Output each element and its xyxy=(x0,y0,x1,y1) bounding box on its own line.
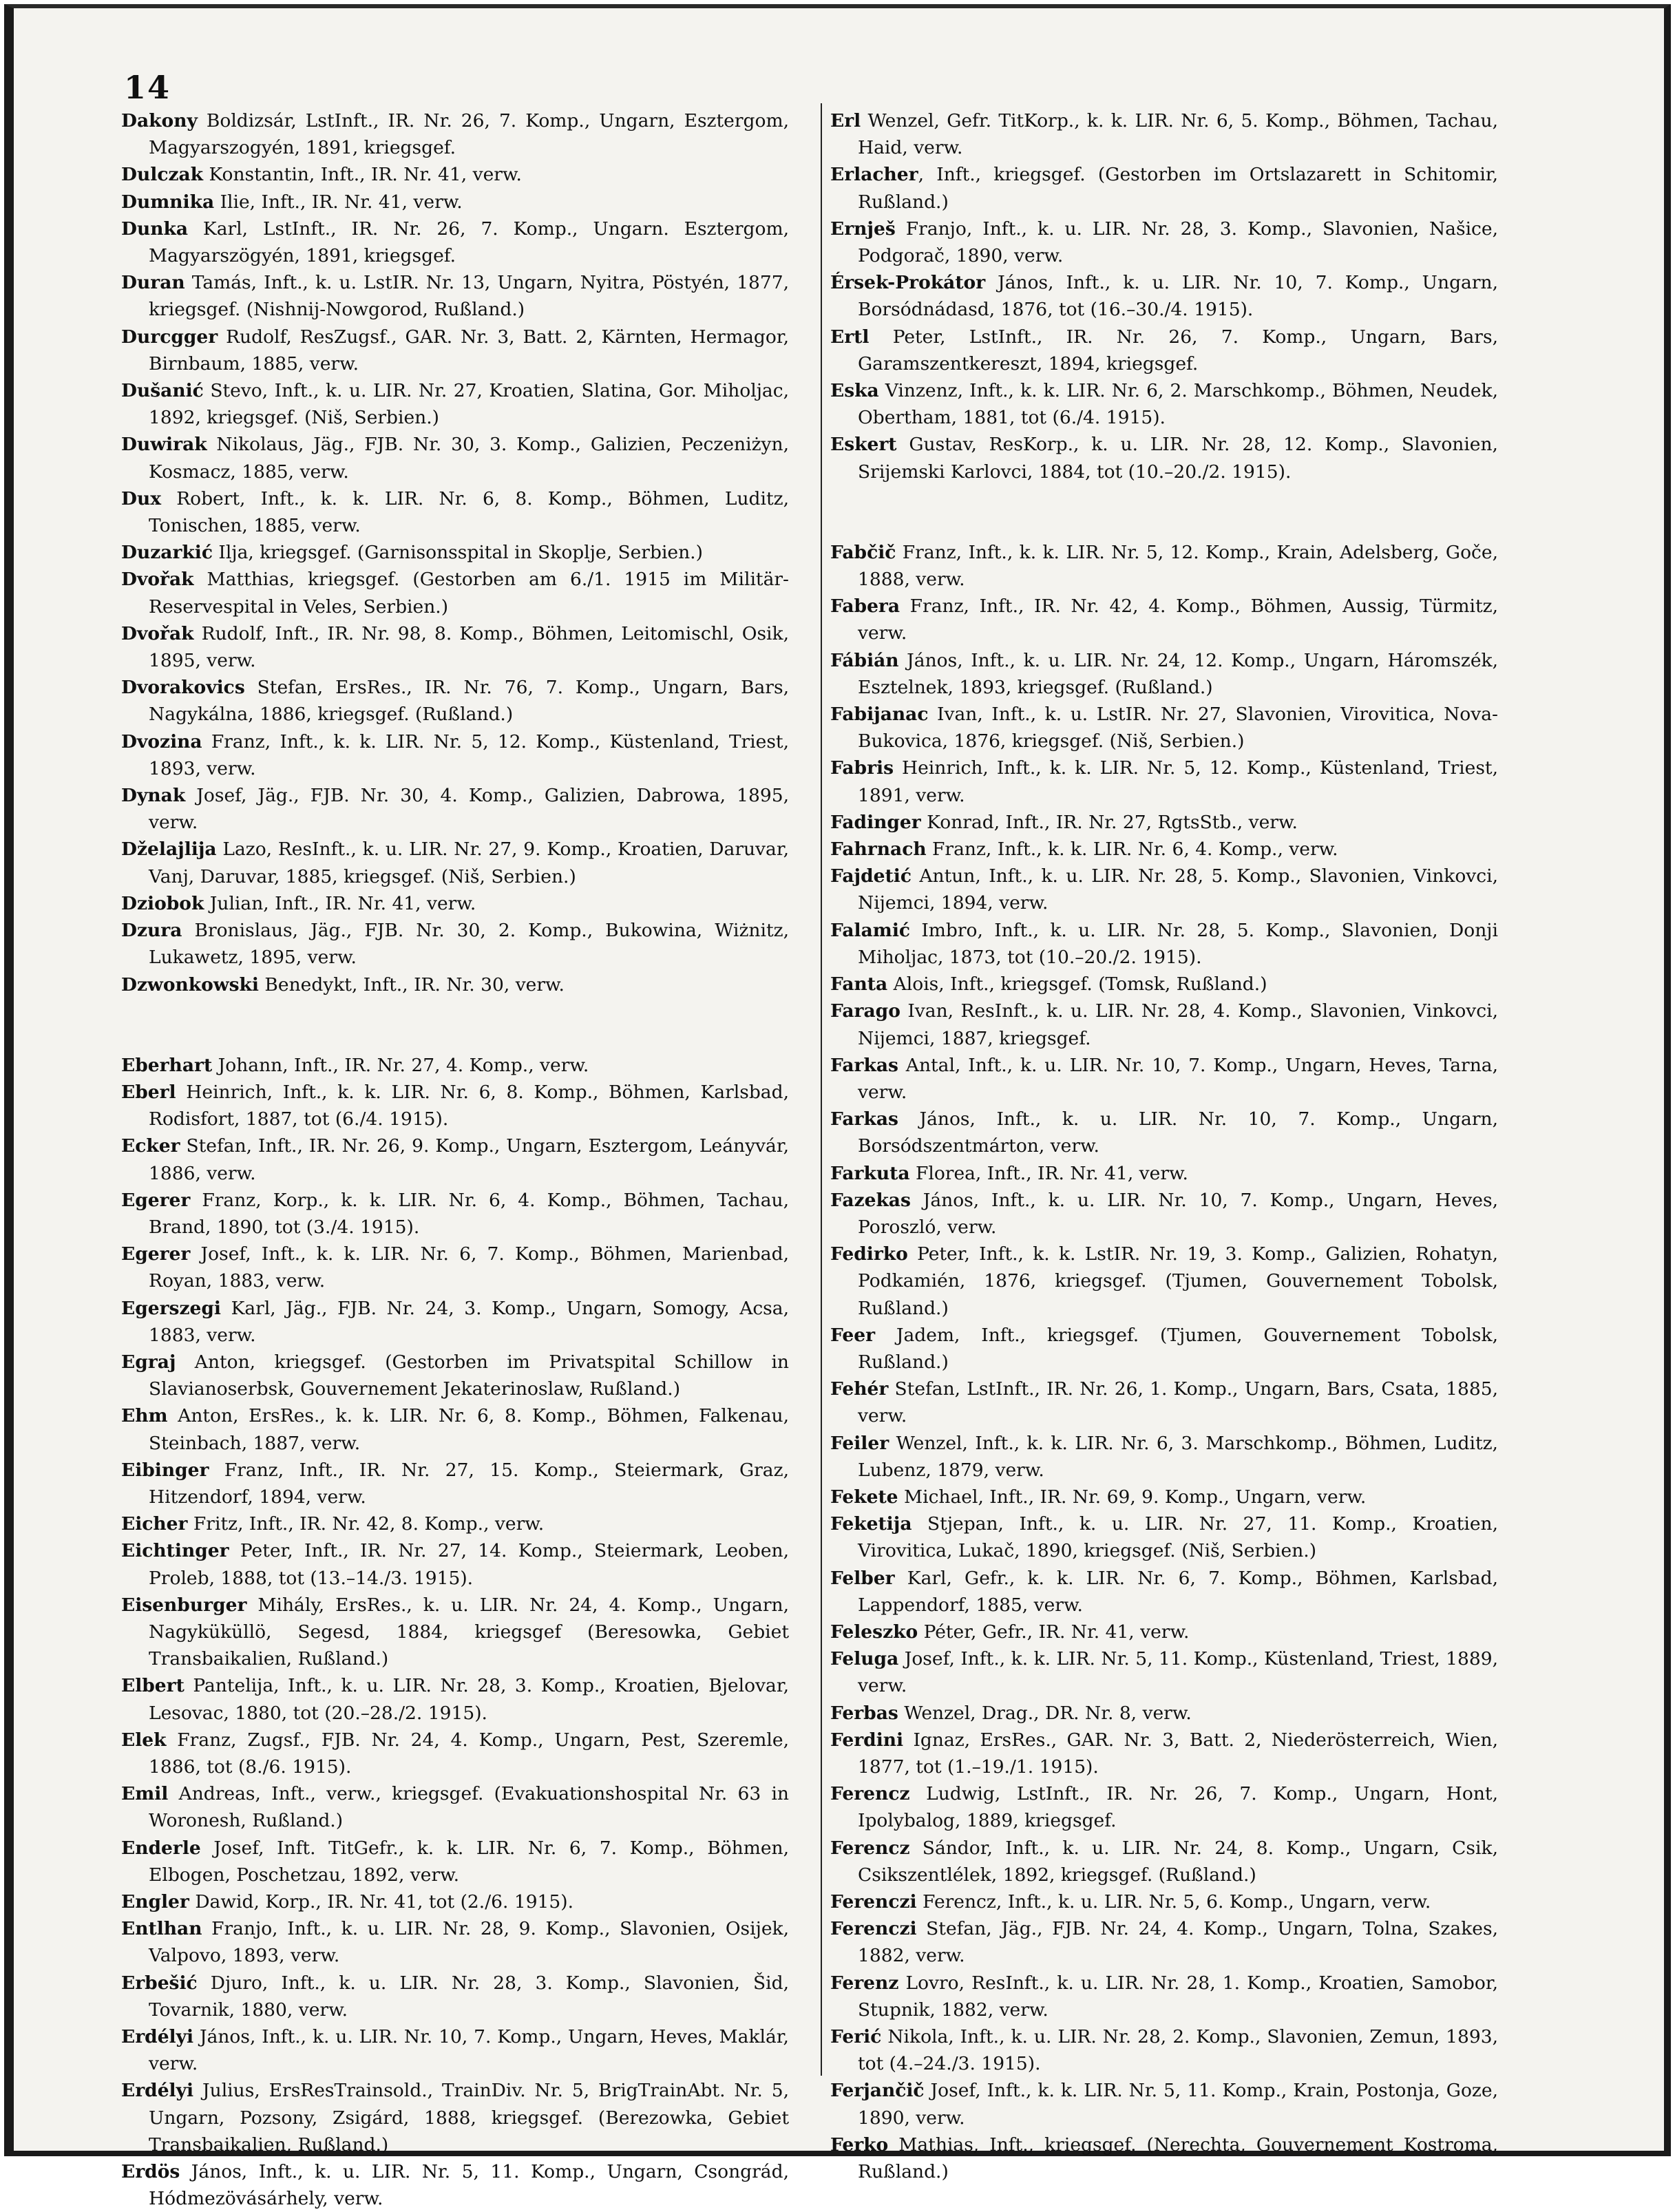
register-entry xyxy=(830,1510,1498,1564)
register-entry xyxy=(121,566,789,620)
entry-surname: Durcgger xyxy=(121,326,218,348)
entry-details: Stjepan, Inft., k. u. LIR. Nr. 27, 11. Komp., Kroatien, Virovitica, Lukač, 1890, kriegsgef. (Niš, Serbien.) xyxy=(858,1513,1498,1562)
entry-details: Stefan, Jäg., FJB. Nr. 24, 4. Komp., Ungarn, Tolna, Szakes, 1882, verw. xyxy=(858,1918,1498,1967)
register-entry xyxy=(830,1430,1498,1484)
entry-surname: Falamić xyxy=(830,919,911,941)
register-entry xyxy=(121,269,789,323)
register-entry xyxy=(830,1052,1498,1106)
entry-details: Dawid, Korp., IR. Nr. 41, tot (2./6. 1915). xyxy=(189,1891,574,1913)
register-entry xyxy=(121,485,789,539)
entry-details: János, Inft., k. u. LIR. Nr. 10, 7. Komp., Ungarn, Borsódszentmárton, verw. xyxy=(858,1108,1498,1157)
entry-surname: Fabris xyxy=(830,757,894,779)
entry-surname: Dux xyxy=(121,487,162,509)
entry-surname: Farkuta xyxy=(830,1162,910,1184)
register-entry xyxy=(830,593,1498,646)
entry-surname: Érsek-Prokátor xyxy=(830,272,986,294)
entry-surname: Feleszko xyxy=(830,1621,918,1643)
register-entry xyxy=(830,701,1498,755)
register-entry xyxy=(830,1888,1498,1915)
entry-details: Pantelija, Inft., k. u. LIR. Nr. 28, 3. Komp., Kroatien, Bjelovar, Lesovac, 1880, tot (20.–28./2. 1915). xyxy=(149,1675,789,1724)
entry-details: Josef, Inft., k. k. LIR. Nr. 5, 11. Komp., Küstenland, Triest, 1889, verw. xyxy=(858,1648,1498,1697)
register-entry xyxy=(121,1888,789,1915)
entry-surname: Fábián xyxy=(830,649,899,671)
register-entry xyxy=(830,836,1498,863)
column-divider xyxy=(821,103,822,2076)
entry-surname: Feluga xyxy=(830,1648,899,1670)
entry-surname: Dvořak xyxy=(121,622,194,644)
entry-surname: Ferenz xyxy=(830,1972,899,1994)
entry-surname: Egerszegi xyxy=(121,1297,221,1319)
register-entry xyxy=(830,1322,1498,1376)
entry-surname: Fabčič xyxy=(830,541,896,563)
entry-surname: Ernješ xyxy=(830,218,896,240)
entry-details: Benedykt, Inft., IR. Nr. 30, verw. xyxy=(258,973,565,996)
register-entry xyxy=(830,269,1498,323)
entry-surname: Ertl xyxy=(830,326,870,348)
register-entry xyxy=(121,161,789,188)
register-entry xyxy=(121,674,789,728)
entry-details: Matthias, kriegsgef. (Gestorben am 6./1. 1915 im Militär-Reservespital in Veles, Serbien.) xyxy=(149,569,789,618)
entry-surname: Ferenczi xyxy=(830,1918,917,1940)
entry-details: Karl, LstInft., IR. Nr. 26, 7. Komp., Ungarn. Esztergom, Magyarszögyén, 1891, kriegsgef. xyxy=(149,218,789,267)
entry-details: Lovro, ResInft., k. u. LIR. Nr. 28, 1. Komp., Kroatien, Samobor, Stupnik, 1882, verw. xyxy=(858,1972,1498,2021)
entry-surname: Erlacher xyxy=(830,164,918,186)
register-entry xyxy=(121,971,789,998)
register-entry xyxy=(830,2077,1498,2131)
entry-details: János, Inft., k. u. LIR. Nr. 5, 11. Komp., Ungarn, Csongrád, Hódmezövásárhely, verw. xyxy=(149,2161,789,2210)
entry-details: Florea, Inft., IR. Nr. 41, verw. xyxy=(909,1162,1188,1184)
entry-surname: Eskert xyxy=(830,434,897,456)
entry-surname: Egraj xyxy=(121,1351,176,1373)
register-entry xyxy=(121,1079,789,1133)
entry-details: János, Inft., k. u. LIR. Nr. 24, 12. Komp., Ungarn, Háromszék, Esztelnek, 1893, kriegsgef. (Rußland.) xyxy=(858,649,1498,698)
register-entry xyxy=(830,1187,1498,1241)
register-entry xyxy=(121,890,789,917)
entry-details: Konstantin, Inft., IR. Nr. 41, verw. xyxy=(203,164,522,186)
entry-details: Mihály, ErsRes., k. u. LIR. Nr. 24, 4. Komp., Ungarn, Nagyküküllö, Segesd, 1884, kriegsgef (Beresowka, Gebiet Transbaikalien, Rußland.) xyxy=(149,1594,789,1670)
entry-surname: Fanta xyxy=(830,973,888,996)
entry-details: Mathias, Inft., kriegsgef. (Nerechta, Gouvernement Kostroma, Rußland.) xyxy=(858,2134,1498,2183)
entry-surname: Fehér xyxy=(830,1378,889,1400)
register-entry xyxy=(830,1727,1498,1780)
entry-details: Konrad, Inft., IR. Nr. 27, RgtsStb., verw. xyxy=(920,811,1298,833)
entry-surname: Egerer xyxy=(121,1189,191,1211)
entry-details: Heinrich, Inft., k. k. LIR. Nr. 6, 8. Komp., Böhmen, Karlsbad, Rodisfort, 1887, tot (6./4. 1915). xyxy=(149,1081,789,1130)
register-entry xyxy=(121,1510,789,1537)
entry-details: Wenzel, Gefr. TitKorp., k. k. LIR. Nr. 6, 5. Komp., Böhmen, Tachau, Haid, verw. xyxy=(858,110,1498,159)
register-entry xyxy=(121,620,789,674)
register-entry xyxy=(121,1835,789,1888)
entry-surname: Engler xyxy=(121,1891,189,1913)
entry-surname: Dušanić xyxy=(121,380,204,402)
entry-details: Karl, Gefr., k. k. LIR. Nr. 6, 7. Komp., Böhmen, Karlsbad, Lappendorf, 1885, verw. xyxy=(858,1567,1498,1616)
entry-surname: Dzura xyxy=(121,920,182,942)
entry-surname: Dziobok xyxy=(121,892,204,914)
entry-surname: Duwirak xyxy=(121,434,207,456)
register-entry xyxy=(121,1457,789,1510)
register-entry xyxy=(830,998,1498,1051)
entry-surname: Duran xyxy=(121,272,185,294)
page-number: 14 xyxy=(124,69,171,106)
register-entry xyxy=(830,647,1498,701)
register-entry xyxy=(121,1349,789,1402)
register-entry xyxy=(121,1592,789,1673)
entry-details: Lazo, ResInft., k. u. LIR. Nr. 27, 9. Komp., Kroatien, Daruvar, Vanj, Daruvar, 1885, kriegsgef. (Niš, Serbien.) xyxy=(149,839,789,887)
register-entry xyxy=(121,2158,789,2212)
entry-details: Boldizsár, LstInft., IR. Nr. 26, 7. Komp., Ungarn, Esztergom, Magyarszogyén, 1891, kriegsgef. xyxy=(149,110,789,159)
entry-surname: Dumnika xyxy=(121,191,215,213)
register-entry xyxy=(830,809,1498,836)
register-entry xyxy=(830,324,1498,377)
register-entry xyxy=(830,215,1498,269)
entry-surname: Ecker xyxy=(121,1135,180,1157)
entry-surname: Fahrnach xyxy=(830,839,927,861)
left-column xyxy=(121,107,789,2212)
entry-details: János, Inft., k. u. LIR. Nr. 10, 7. Komp., Ungarn, Heves, Poroszló, verw. xyxy=(858,1189,1498,1238)
entry-surname: Dunka xyxy=(121,218,189,240)
entry-details: Nikola, Inft., k. u. LIR. Nr. 28, 2. Komp., Slavonien, Zemun, 1893, tot (4.–24./3. 1915). xyxy=(858,2026,1498,2075)
entry-surname: Ferdini xyxy=(830,1729,904,1751)
register-entry xyxy=(121,728,789,782)
entry-details: Robert, Inft., k. k. LIR. Nr. 6, 8. Komp., Böhmen, Luditz, Tonischen, 1885, verw. xyxy=(149,487,789,537)
entry-details: Peter, Inft., k. k. LstIR. Nr. 19, 3. Komp., Galizien, Rohatyn, Podkamién, 1876, kriegsgef. (Tjumen, Gouvernement Tobolsk, Rußland.) xyxy=(858,1243,1498,1319)
entry-details: Rudolf, ResZugsf., GAR. Nr. 3, Batt. 2, Kärnten, Hermagor, Birnbaum, 1885, verw. xyxy=(149,326,789,375)
entry-surname: Emil xyxy=(121,1783,169,1805)
register-entry xyxy=(121,1241,789,1294)
right-column xyxy=(830,107,1498,2185)
entry-surname: Farkas xyxy=(830,1054,898,1076)
register-entry xyxy=(830,917,1498,971)
entry-details: Bronislaus, Jäg., FJB. Nr. 30, 2. Komp., Bukowina, Wiżnitz, Lukawetz, 1895, verw. xyxy=(149,920,789,969)
entry-surname: Entlhan xyxy=(121,1918,202,1940)
entry-surname: Enderle xyxy=(121,1837,201,1859)
entry-details: Ludwig, LstInft., IR. Nr. 26, 7. Komp., Ungarn, Hont, Ipolybalog, 1889, kriegsgef. xyxy=(858,1783,1498,1832)
entry-surname: Dynak xyxy=(121,785,186,807)
register-entry xyxy=(121,539,789,566)
entry-details: Karl, Jäg., FJB. Nr. 24, 3. Komp., Ungarn, Somogy, Acsa, 1883, verw. xyxy=(149,1297,789,1346)
entry-surname: Dvořak xyxy=(121,569,194,591)
entry-details: Julian, Inft., IR. Nr. 41, verw. xyxy=(204,892,476,914)
entry-surname: Ferencz xyxy=(830,1783,910,1805)
entry-surname: Dvozina xyxy=(121,730,202,752)
register-entry xyxy=(830,161,1498,215)
entry-surname: Ferić xyxy=(830,2026,882,2048)
register-entry xyxy=(830,2023,1498,2077)
entry-surname: Fadinger xyxy=(830,811,921,833)
entry-surname: Dželajlija xyxy=(121,839,217,861)
entry-details: Gustav, ResKorp., k. u. LIR. Nr. 28, 12. Komp., Slavonien, Srijemski Karlovci, 1884, tot (10.–20./2. 1915). xyxy=(858,434,1498,483)
entry-surname: Fedirko xyxy=(830,1243,908,1265)
register-entry xyxy=(830,377,1498,431)
register-entry xyxy=(830,1241,1498,1322)
entry-surname: Fazekas xyxy=(830,1189,911,1211)
entry-surname: Feer xyxy=(830,1324,876,1346)
entry-details: Ferencz, Inft., k. u. LIR. Nr. 5, 6. Komp., Ungarn, verw. xyxy=(916,1891,1431,1913)
register-entry xyxy=(830,1106,1498,1159)
entry-details: Djuro, Inft., k. u. LIR. Nr. 28, 3. Komp., Slavonien, Šid, Tovarnik, 1880, verw. xyxy=(149,1972,789,2021)
register-entry xyxy=(830,107,1498,161)
register-entry xyxy=(121,107,789,161)
entry-details: Ivan, ResInft., k. u. LIR. Nr. 28, 4. Komp., Slavonien, Vinkovci, Nijemci, 1887, kriegsgef. xyxy=(858,1000,1498,1049)
entry-surname: Ferencz xyxy=(830,1837,910,1859)
register-entry xyxy=(830,1619,1498,1645)
entry-surname: Ferenczi xyxy=(830,1891,917,1913)
entry-details: Antun, Inft., k. u. LIR. Nr. 28, 5. Komp., Slavonien, Vinkovci, Nijemci, 1894, verw. xyxy=(858,865,1498,914)
entry-details: Tamás, Inft., k. u. LstIR. Nr. 13, Ungarn, Nyitra, Pöstyén, 1877, kriegsgef. (Nishnij-Nowgorod, Rußland.) xyxy=(149,272,789,321)
entry-surname: Erl xyxy=(830,110,861,131)
entry-surname: Dvorakovics xyxy=(121,677,245,699)
register-entry xyxy=(830,1915,1498,1969)
register-entry xyxy=(121,1727,789,1780)
entry-surname: Ehm xyxy=(121,1405,168,1427)
register-entry xyxy=(830,1780,1498,1834)
register-entry xyxy=(121,917,789,971)
register-entry xyxy=(121,2023,789,2077)
entry-details: Franz, Korp., k. k. LIR. Nr. 6, 4. Komp., Böhmen, Tachau, Brand, 1890, tot (3./4. 1915). xyxy=(149,1189,789,1238)
entry-details: Michael, Inft., IR. Nr. 69, 9. Komp., Ungarn, verw. xyxy=(898,1486,1367,1508)
entry-details: Heinrich, Inft., k. k. LIR. Nr. 5, 12. Komp., Küstenland, Triest, 1891, verw. xyxy=(858,757,1498,806)
entry-details: Ilja, kriegsgef. (Garnisonsspital in Skoplje, Serbien.) xyxy=(213,542,703,564)
register-entry xyxy=(830,1376,1498,1429)
entry-surname: Ferbas xyxy=(830,1702,898,1724)
entry-details: Wenzel, Drag., DR. Nr. 8, verw. xyxy=(898,1702,1192,1724)
entry-surname: Eska xyxy=(830,380,879,402)
entry-surname: Farago xyxy=(830,1000,900,1022)
entry-details: Anton, kriegsgef. (Gestorben im Privatspital Schillow in Slavianoserbsk, Gouvernement Jekaterinoslaw, Rußland.) xyxy=(149,1351,789,1400)
register-entry xyxy=(121,1915,789,1969)
entry-details: Franz, Inft., k. k. LIR. Nr. 5, 12. Komp., Küstenland, Triest, 1893, verw. xyxy=(149,730,789,779)
entry-surname: Eberhart xyxy=(121,1054,213,1076)
register-entry xyxy=(830,1484,1498,1510)
entry-details: Antal, Inft., k. u. LIR. Nr. 10, 7. Komp., Ungarn, Heves, Tarna, verw. xyxy=(858,1054,1498,1103)
register-entry xyxy=(121,836,789,889)
entry-details: Péter, Gefr., IR. Nr. 41, verw. xyxy=(918,1621,1190,1643)
register-entry xyxy=(121,431,789,485)
entry-surname: Fabijanac xyxy=(830,704,929,726)
entry-details: Sándor, Inft., k. u. LIR. Nr. 24, 8. Komp., Ungarn, Csik, Csikszentlélek, 1892, kriegsgef. (Rußland.) xyxy=(858,1837,1498,1886)
register-entry xyxy=(121,1672,789,1726)
entry-surname: Fajdetić xyxy=(830,865,912,887)
entry-details: Vinzenz, Inft., k. k. LIR. Nr. 6, 2. Marschkomp., Böhmen, Neudek, Obertham, 1881, tot (6./4. 1915). xyxy=(858,380,1498,429)
register-entry xyxy=(830,1645,1498,1699)
register-entry xyxy=(121,1537,789,1591)
entry-surname: Eichtinger xyxy=(121,1540,229,1562)
register-entry xyxy=(830,863,1498,916)
entry-details: Fritz, Inft., IR. Nr. 42, 8. Komp., verw. xyxy=(187,1513,545,1535)
register-entry xyxy=(830,971,1498,998)
entry-surname: Erdélyi xyxy=(121,2026,194,2048)
entry-surname: Elbert xyxy=(121,1675,185,1697)
entry-surname: Erbešić xyxy=(121,1972,198,1994)
entry-details: Rudolf, Inft., IR. Nr. 98, 8. Komp., Böhmen, Leitomischl, Osik, 1895, verw. xyxy=(149,622,789,672)
register-entry xyxy=(121,1402,789,1456)
entry-details: Stevo, Inft., k. u. LIR. Nr. 27, Kroatien, Slatina, Gor. Miholjac, 1892, kriegsgef. (Niš, Serbien.) xyxy=(149,380,789,429)
entry-surname: Feketija xyxy=(830,1513,912,1535)
entry-details: Julius, ErsResTrainsold., TrainDiv. Nr. 5, BrigTrainAbt. Nr. 5, Ungarn, Pozsony, Zsigárd, 1888, kriegsgef. (Berezowka, Gebiet Transbaikalien, Rußland.) xyxy=(149,2080,789,2156)
register-entry xyxy=(121,324,789,377)
entry-surname: Dakony xyxy=(121,110,198,131)
entry-details: Franjo, Inft., k. u. LIR. Nr. 28, 3. Komp., Slavonien, Našice, Podgorač, 1890, verw. xyxy=(858,218,1498,267)
entry-details: Stefan, LstInft., IR. Nr. 26, 1. Komp., Ungarn, Bars, Csata, 1885, verw. xyxy=(858,1378,1498,1427)
register-entry xyxy=(121,1970,789,2023)
entry-details: János, Inft., k. u. LIR. Nr. 10, 7. Komp., Ungarn, Heves, Maklár, verw. xyxy=(149,2026,789,2075)
entry-surname: Erdélyi xyxy=(121,2080,194,2102)
entry-details: Franz, Inft., k. k. LIR. Nr. 5, 12. Komp., Krain, Adelsberg, Goče, 1888, verw. xyxy=(858,541,1498,591)
entry-details: Ignaz, ErsRes., GAR. Nr. 3, Batt. 2, Niederösterreich, Wien, 1877, tot (1.–19./1. 1915). xyxy=(858,1729,1498,1778)
entry-details: Ivan, Inft., k. u. LstIR. Nr. 27, Slavonien, Virovitica, Nova-Bukovica, 1876, kriegsgef. (Niš, Serbien.) xyxy=(858,704,1498,752)
entry-details: Franz, Zugsf., FJB. Nr. 24, 4. Komp., Ungarn, Pest, Szeremle, 1886, tot (8./6. 1915). xyxy=(149,1729,789,1778)
entry-surname: Felber xyxy=(830,1567,895,1589)
entry-surname: Erdös xyxy=(121,2161,180,2183)
entry-details: Franz, Inft., IR. Nr. 42, 4. Komp., Böhmen, Aussig, Türmitz, verw. xyxy=(858,596,1498,644)
entry-surname: Elek xyxy=(121,1729,167,1751)
register-entry xyxy=(830,431,1498,485)
entry-details: , Inft., kriegsgef. (Gestorben im Ortslazarett in Schitomir, Rußland.) xyxy=(858,164,1498,213)
entry-surname: Farkas xyxy=(830,1108,898,1130)
register-entry xyxy=(830,1160,1498,1187)
entry-details: Ilie, Inft., IR. Nr. 41, verw. xyxy=(214,191,463,213)
register-entry xyxy=(121,782,789,836)
register-entry xyxy=(121,1052,789,1079)
entry-details: Imbro, Inft., k. u. LIR. Nr. 28, 5. Komp., Slavonien, Donji Miholjac, 1873, tot (10.–20./2. 1915). xyxy=(858,919,1498,968)
entry-surname: Egerer xyxy=(121,1243,191,1265)
entry-details: Peter, LstInft., IR. Nr. 26, 7. Komp., Ungarn, Bars, Garamszentkereszt, 1894, kriegsgef. xyxy=(858,326,1498,375)
register-entry xyxy=(830,755,1498,808)
entry-details: Josef, Inft., k. k. LIR. Nr. 5, 11. Komp., Krain, Postonja, Goze, 1890, verw. xyxy=(858,2080,1498,2129)
register-entry xyxy=(121,1133,789,1186)
entry-details: Alois, Inft., kriegsgef. (Tomsk, Rußland.) xyxy=(887,973,1267,996)
entry-details: Nikolaus, Jäg., FJB. Nr. 30, 3. Komp., Galizien, Peczeniżyn, Kosmacz, 1885, verw. xyxy=(149,434,789,483)
entry-surname: Duzarkić xyxy=(121,542,213,564)
entry-surname: Eisenburger xyxy=(121,1594,247,1616)
register-entry xyxy=(121,1187,789,1241)
entry-surname: Eibinger xyxy=(121,1459,209,1481)
register-entry xyxy=(121,189,789,215)
register-entry xyxy=(830,2131,1498,2185)
entry-surname: Fekete xyxy=(830,1486,898,1508)
entry-surname: Eicher xyxy=(121,1513,188,1535)
entry-surname: Ferjančič xyxy=(830,2080,925,2102)
entry-details: Andreas, Inft., verw., kriegsgef. (Evakuationshospital Nr. 63 in Woronesh, Rußland.) xyxy=(149,1783,789,1832)
register-entry xyxy=(121,377,789,431)
register-entry xyxy=(121,215,789,269)
entry-surname: Feiler xyxy=(830,1432,889,1454)
entry-details: Jadem, Inft., kriegsgef. (Tjumen, Gouvernement Tobolsk, Rußland.) xyxy=(858,1324,1498,1373)
entry-surname: Dzwonkowski xyxy=(121,973,259,996)
entry-details: Wenzel, Inft., k. k. LIR. Nr. 6, 3. Marschkomp., Böhmen, Luditz, Lubenz, 1879, verw. xyxy=(858,1432,1498,1481)
entry-surname: Ferko xyxy=(830,2134,889,2156)
entry-details: Josef, Jäg., FJB. Nr. 30, 4. Komp., Galizien, Dabrowa, 1895, verw. xyxy=(149,785,789,834)
register-entry xyxy=(830,1700,1498,1727)
entry-details: Franz, Inft., k. k. LIR. Nr. 6, 4. Komp., verw. xyxy=(926,839,1338,861)
entry-details: Franz, Inft., IR. Nr. 27, 15. Komp., Steiermark, Graz, Hitzendorf, 1894, verw. xyxy=(149,1459,789,1508)
entry-details: Johann, Inft., IR. Nr. 27, 4. Komp., verw. xyxy=(212,1054,589,1076)
entry-surname: Dulczak xyxy=(121,164,204,186)
entry-surname: Fabera xyxy=(830,596,900,618)
register-entry xyxy=(830,1835,1498,1888)
register-entry xyxy=(121,1295,789,1349)
entry-details: Stefan, Inft., IR. Nr. 26, 9. Komp., Ungarn, Esztergom, Leányvár, 1886, verw. xyxy=(149,1135,789,1184)
register-entry xyxy=(121,1780,789,1834)
entry-details: Peter, Inft., IR. Nr. 27, 14. Komp., Steiermark, Leoben, Proleb, 1888, tot (13.–14./3. 1915). xyxy=(149,1540,789,1589)
register-entry xyxy=(830,1970,1498,2023)
entry-details: Franjo, Inft., k. u. LIR. Nr. 28, 9. Komp., Slavonien, Osijek, Valpovo, 1893, verw. xyxy=(149,1918,789,1967)
register-entry xyxy=(830,539,1498,593)
entry-surname: Eberl xyxy=(121,1081,176,1103)
register-entry xyxy=(830,1565,1498,1619)
entry-details: Josef, Inft. TitGefr., k. k. LIR. Nr. 6, 7. Komp., Böhmen, Elbogen, Poschetzau, 1892, verw. xyxy=(149,1837,789,1886)
entry-details: Anton, ErsRes., k. k. LIR. Nr. 6, 8. Komp., Böhmen, Falkenau, Steinbach, 1887, verw. xyxy=(149,1405,789,1454)
entry-details: János, Inft., k. u. LIR. Nr. 10, 7. Komp., Ungarn, Borsódnádasd, 1876, tot (16.–30./4. 1915). xyxy=(858,272,1498,321)
entry-details: Josef, Inft., k. k. LIR. Nr. 6, 7. Komp., Böhmen, Marienbad, Royan, 1883, verw. xyxy=(149,1243,789,1292)
entry-details: Stefan, ErsRes., IR. Nr. 76, 7. Komp., Ungarn, Bars, Nagykálna, 1886, kriegsgef. (Rußland.) xyxy=(149,677,789,726)
register-entry xyxy=(121,2077,789,2158)
